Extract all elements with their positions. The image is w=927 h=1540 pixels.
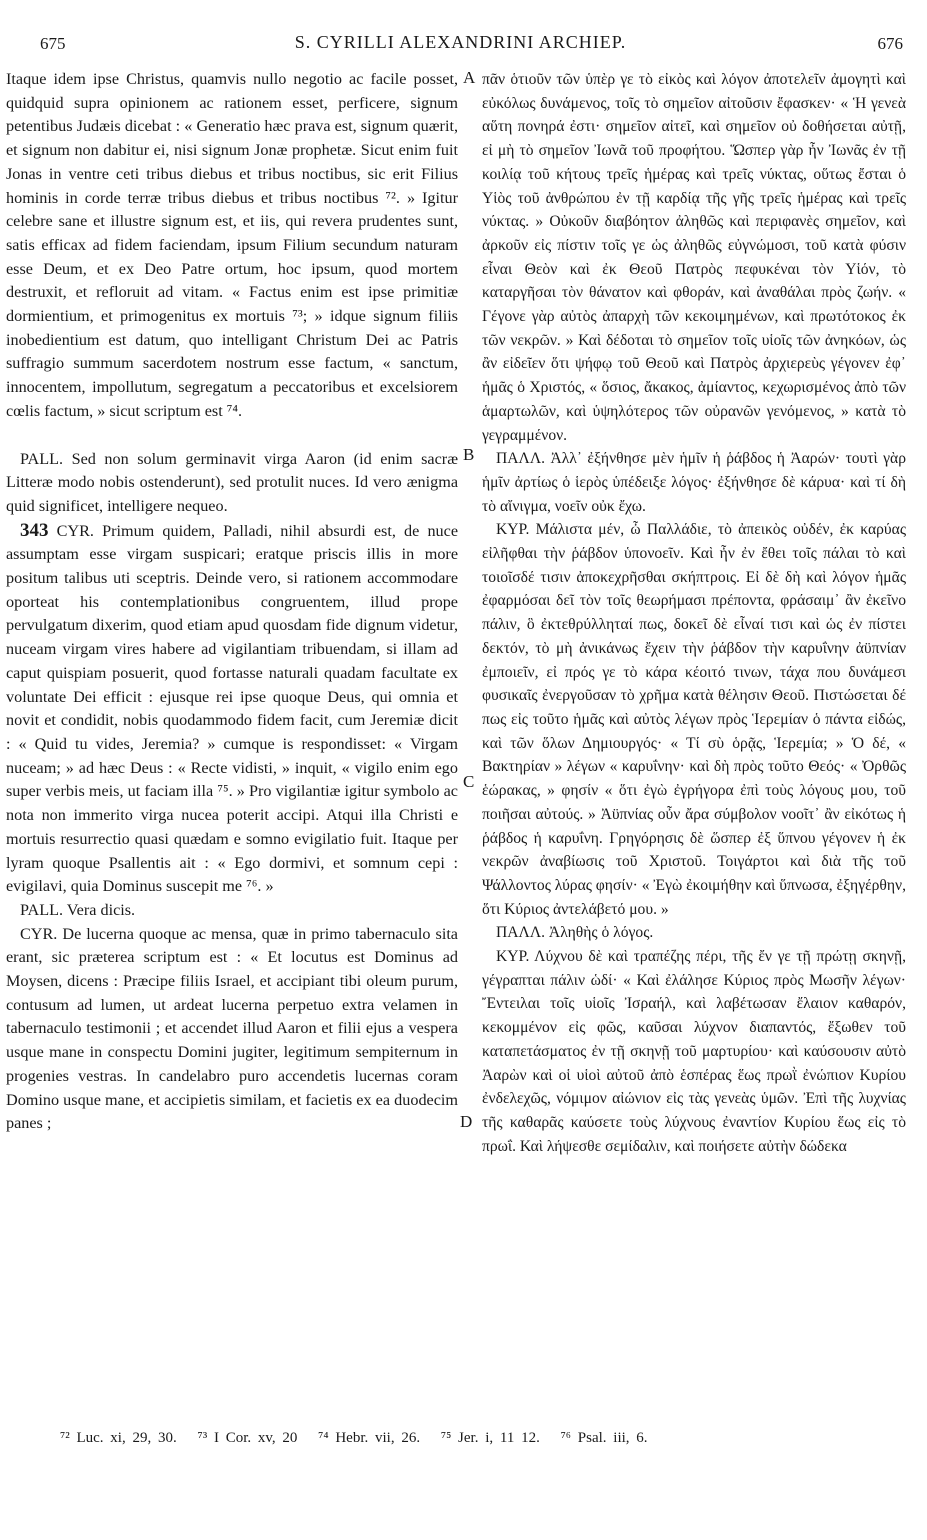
margin-marker-d: D	[460, 1112, 473, 1131]
page-number-right: 676	[877, 34, 903, 53]
greek-column	[482, 68, 906, 1158]
greek-paragraph-2: ΠΑΛΛ. Ἀλλ᾽ ἐξήνθησε μὲν ἡμῖν ἡ ῥάβδος ἡ Ἀαρών· τουτὶ γὰρ ἡμῖν ἀρτίως ὁ ἱερὸς ὑπέδειξε λόγος· ἐξήνθησε δὲ κάρυα· καὶ τί δὴ τὸ αἴνιγμα, νοεῖν οὐκ ἔχω.	[482, 450, 906, 515]
footnotes	[60, 1430, 887, 1447]
latin-paragraph-1: Itaque idem ipse Christus, quamvis nullo negotio ac facile posset, quidquid supra opinionem ac rationem esset, perficere, signum petentibus Judæis dicebat : « Generatio hæc prava est, signum quærit, et signum non dabitur ei, nisi signum Jonæ prophetæ. Sicut enim fuit Jonas in ventre ceti tribus diebus et tribus noctibus, sic erit Filius hominis in corde terræ tribus diebus et tribus noctibus ⁷². » Igitur celebre sane et illustre signum est, et iis, qui revera prudentes sunt, satis efficax ad fidem faciendam, ipsum Filium secundum naturam esse Deum, et ex Deo Patre ortum, hoc ipsum, quod mortem destruxit, et refloruit ad vitam. « Factus enim est ipse primitiæ dormientium, et primogenitus ex mortuis ⁷³; » idque signum filiis inobedientium est datum, quo intelligant Christum Dei ac Patris suffragio summum sacerdotem nostrum esse factum, « sanctum, innocentem, impollutum, segregatum a peccatoribus et excelsiorem cœlis factum, » sicut scriptum est ⁷⁴.	[6, 70, 458, 420]
running-header	[14, 10, 907, 53]
greek-paragraph-5: ΚΥΡ. Λύχνου δὲ καὶ τραπέζης πέρι, τῆς ἔν γε τῇ πρώτῃ σκηνῇ, γέγραπται πάλιν ὡδί· « Καὶ ἐλάλησε Κύριος πρὸς Μωσῆν λέγων· Ἔντειλαι τοῖς υἱοῖς Ἰσραήλ, καὶ λαβέτωσαν ἔλαιον καθαρόν, κεκομμένον εἰς φῶς, καῦσαι λύχνον διαπαντός, ἔξωθεν τοῦ καταπετάσματος ἐν τῇ σκηνῇ τοῦ μαρτυρίου· καὶ καύσουσιν αὐτὸ Ἀαρὼν καὶ οἱ υἱοὶ αὐτοῦ ἀπὸ ἑσπέρας ἕως πρωῒ ἐνώπιον Κυρίου ἐνδελεχῶς, νόμιμον αἰώνιον εἰς τὰς γενεὰς ὑμῶν. Ἐπὶ τῆς λυχνίας τῆς καθαρᾶς καύσετε τοὺς λύχνους ἐναντίον Κυρίου ἕως εἰς τὸ πρωΐ. Καὶ λήψεσθε σεμίδαλιν, καὶ ποιήσετε αὐτὴν δώδεκα	[482, 948, 906, 1155]
greek-paragraph-3: ΚΥΡ. Μάλιστα μέν, ὦ Παλλάδιε, τὸ ἀπεικὸς οὐδέν, ἐκ καρύας εἰλῆφθαι τὴν ῥάβδον ὑπονοεῖν. Καὶ ἦν ἐν ἔθει τοῖς πάλαι τὸ καὶ τοιοῖσδέ τισιν ἀποκεχρῆσθαι σκήπτροις. Εἰ δὲ δὴ καὶ λόγον ἡμᾶς ἐφαρμόσαι δεῖ τὸν τοῖς θεωρήμασι πρέποντα, φράσαιμ᾽ ἂν ἐκεῖνο πάλιν, ὃ ἐκτεθρύλληταί πως, δοκεῖ δὲ εἶναί τισι καὶ ὡς ἐν πίστει δεκτόν, τὸ μὴ ἀνικάνως ἔχειν τὴν ῥάβδον τὴν καρυΐνην ἀϋπνίαν ἐμποιεῖν, εἰ πρός γε τὸ κάρα κέοιτό τινων, τάχα που δυνάμεσι φυσικαῖς ἐνεργοῦσαν τὸ χρῆμα κατὰ θέλησιν Θεοῦ. Πιστώσεται δέ πως εἰς τοῦτο ἡμᾶς καὶ αὐτὸς λέγων πρὸς Ἱερεμίαν ὁ πάντα εἰδώς, καὶ τῶν ὅλων Δημιουργός· « Τί σὺ ὁρᾷς, Ἱερεμία; » Ὁ δέ, « Βακτηρίαν » λέγων « καρυΐνην· καὶ δὴ πρὸς τοῦτο Θεός· « Ὀρθῶς ἑώρακας, » φησίν « ὅτι ἐγὼ ἐγρήγορα ἐπὶ τοὺς λόγους μου, τοῦ ποιῆσαι αὐτούς. » Ἀϋπνίας οὖν ἄρα σύμβολον νοοῖτ᾽ ἂν εἰκότως ἡ ῥάβδος ἡ καρυΐνη. Γρηγόρησις δὲ ὥσπερ ἐξ ὕπνου γέγονεν ἡ ἐκ νεκρῶν ἀναβίωσις τοῦ Χριστοῦ. Τοιγάρτοι καὶ διὰ τῆς τοῦ Ψάλλοντος λύρας φησίν· « Ἐγὼ ἐκοιμήθην καὶ ὕπνωσα, ἐξηγέρθην, ὅτι Κύριος ἀντελάβετό μου. »	[482, 521, 906, 918]
margin-marker-c: C	[463, 772, 475, 791]
latin-paragraph-5: CYR. De lucerna quoque ac mensa, quæ in primo tabernaculo sita erant, sic præterea scriptum est : « Et locutus est Dominus ad Moysen, dicens : Præcipe filiis Israel, et accipiant tibi oleum purum, contusum ad lumen, ut ardeat lucerna perpetuo extra velamen in tabernaculo testimonii ; et accendet illud Aaron et filii ejus a vespera usque mane in conspectu Domini jugiter, legitimum sempiternum in progenies vestras. In candelabro puro accendetis lucernas coram Domino usque mane, et accipietis similam, et facietis ex ea duodecim panes ;	[6, 924, 458, 1133]
margin-marker-a: A	[463, 68, 476, 87]
latin-paragraph-3	[6, 519, 458, 899]
running-title: S. CYRILLI ALEXANDRINI ARCHIEP.	[294, 32, 627, 52]
page-number-left: 675	[40, 34, 66, 53]
footnote-75: ⁷⁵ Jer. i, 11 12.	[440, 1430, 540, 1446]
greek-paragraph-4: ΠΑΛΛ. Ἀληθὴς ὁ λόγος.	[496, 924, 654, 942]
latin-paragraph-2: PALL. Sed non solum germinavit virga Aaron (id enim sacræ Litteræ modo nobis ostenderunt), sed protulit nuces. Id vero ænigma quid significet, intelligere nequeo.	[6, 449, 458, 515]
margin-marker-b: B	[463, 445, 475, 464]
footnote-76: ⁷⁶ Psal. iii, 6.	[560, 1430, 648, 1446]
latin-column	[6, 68, 458, 1136]
section-number: 343	[20, 519, 49, 541]
footnote-74: ⁷⁴ Hebr. vii, 26.	[318, 1430, 421, 1446]
latin-paragraph-4: PALL. Vera dicis.	[20, 900, 136, 919]
greek-paragraph-1: πᾶν ὁτιοῦν τῶν ὑπὲρ γε τὸ εἰκὸς καὶ λόγον ἀποτελεῖν ἀμογητὶ καὶ εὐκόλως δυνάμενος, τοῖς τὸ σημεῖον αἰτοῦσιν ἔφασκεν· « Ἡ γενεὰ αὕτη πονηρά ἐστι· σημεῖον αἰτεῖ, καὶ σημεῖον οὐ δοθήσεται αὐτῇ, εἰ μὴ τὸ σημεῖον Ἰωνᾶ τοῦ προφήτου. Ὥσπερ γὰρ ἦν Ἰωνᾶς ἐν τῇ κοιλίᾳ τοῦ κήτους τρεῖς ἡμέρας καὶ τρεῖς νύκτας, οὕτως ἔσται ὁ Υἱὸς τοῦ ἀνθρώπου ἐν τῇ καρδίᾳ τῆς γῆς τρεῖς ἡμέρας καὶ τρεῖς νύκτας. » Οὐκοῦν διαβόητον ἀληθῶς καὶ περιφανὲς σημεῖον, καὶ ἀρκοῦν εἰς πίστιν τοῖς γε ὡς ἀληθῶς εὐγνώμοσι, τοῦ κατὰ φύσιν εἶναι Θεὸν καὶ ἐκ Θεοῦ Πατρὸς πεφυκέναι τὸν Υἱόν, τὸ καταργῆσαι τὸν θάνατον καὶ φθοράν, καὶ ἀναθάλαι πρὸς ζωήν. « Γέγονε γὰρ αὐτὸς ἀπαρχὴ τῶν κεκοιμημένων, καὶ πρωτότοκος ἐκ τῶν νεκρῶν. » Καὶ δέδοται τὸ σημεῖον τοῖς υἱοῖς τῶν ἀνηκόων, ὡς ἂν εἰδεῖεν ὅτι ψήφῳ τοῦ Θεοῦ καὶ Πατρὸς ἀρχιερεὺς γέγονεν ἐφ᾽ ἡμᾶς ὁ Χριστός, « ὅσιος, ἄκακος, ἀμίαντος, κεχωρισμένος ἀπὸ τῶν ἁμαρτωλῶν, καὶ ὑψηλότερος τῶν οὐρανῶν γενόμενος, » κατὰ τὸ γεγραμμένον.	[482, 71, 906, 444]
footnote-72: ⁷² Luc. xi, 29, 30.	[60, 1430, 177, 1446]
latin-paragraph-3-text: CYR. Primum quidem, Palladi, nihil absurdi est, de nuce assumptam esse virgam suspicari; eratque priscis illis in more positum talibus uti sceptris. Deinde vero, si rationem accommodare oporteat his contemplationibus congruentem, illud prope pervulgatum dixerim, quod etiam apud quosdam fide dignum videtur, nuceam virgam vires habere ad vigilantiam tribuendam, si illam ad caput quispiam posuerit, quod fortasse naturali quadam facultate ex voluntate Dei efficit : ejusque rei ipse quoque Deus, qui omnia et novit et condidit, nobis quodammodo fidem facit, cum Jeremiæ dicit : « Quid tu vides, Jeremia? » cumque is respondisset: « Virgam nuceam; » ad hæc Deus : « Recte vidisti, » inquit, « vigilo enim ego super verbis meis, ut faciam illa ⁷⁵. » Pro vigilantiæ igitur symbolo ac nota non immerito virga nucea poterit accipi. Atqui illa Christi e mortuis resurrectio quasi quædam e somno evigilatio fuit. Itaque per lyram quoque Psallentis ait : « Ego dormivi, et somnum cepi : evigilavi, quia Dominus suscepit me ⁷⁶. »	[6, 521, 458, 896]
footnote-73: ⁷³ I Cor. xv, 20	[197, 1430, 298, 1446]
